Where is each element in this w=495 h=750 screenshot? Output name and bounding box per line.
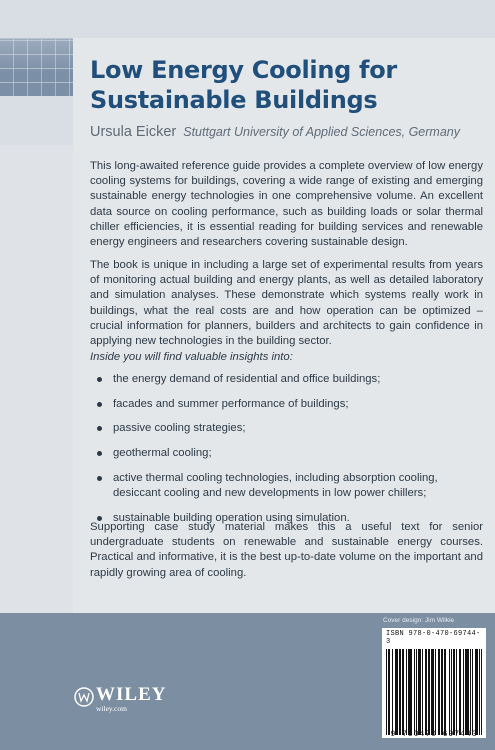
barcode-bar (445, 649, 446, 735)
barcode-bar (442, 649, 443, 735)
description-paragraph-2: The book is unique in including a large set of experimental results from years of monitoring actual building and energy plants, as well as detailed laboratory and simulation analyses. These demonstrate which systems really work in buildings, what the real costs are and how operation can be optimized – crucial information for planners, builders and architects to gain confidence in applying new technologies in the building sector. (90, 259, 483, 348)
insights-list (93, 372, 483, 535)
barcode-bar (389, 649, 390, 735)
description-paragraph-1: This long-awaited reference guide provides a complete overview of low energy cooling systems for buildings, covering a wide range of existing and emerging sustainable energy technologies in one comprehensive volume. An excellent data source on cooling performance, such as building loads or solar thermal chiller efficiencies, it is essential reading for building services and renewable energy engineers and researchers covering sustainable design. (90, 160, 483, 249)
barcode-bar (426, 649, 427, 735)
bullet-icon (97, 402, 102, 407)
barcode-bar (399, 649, 400, 735)
barcode-bar (460, 649, 461, 735)
insights-heading: Inside you will find valuable insights into: (90, 351, 293, 363)
insight-item: passive cooling strategies; (93, 421, 483, 436)
book-title: Low Energy Cooling for Sustainable Buildings (90, 56, 397, 114)
barcode-bar (403, 649, 404, 735)
barcode-bar (435, 649, 436, 735)
barcode-digits: 9 780470 697443 (390, 730, 478, 739)
barcode-bar (449, 649, 450, 735)
isbn-text: ISBN 978-0-470-69744-3 (386, 630, 481, 646)
barcode-bar (467, 649, 468, 735)
barcode-bar (481, 649, 482, 735)
insight-item: the energy demand of residential and office buildings; (93, 372, 483, 387)
insight-item: facades and summer performance of buildings; (93, 397, 483, 412)
author-name: Ursula Eicker (90, 124, 177, 140)
barcode-bar (411, 649, 412, 735)
barcode-bar (472, 649, 473, 735)
barcode-bar (451, 649, 452, 735)
barcode-bar (414, 649, 415, 735)
bullet-icon (97, 451, 102, 456)
author-affiliation: Stuttgart University of Applied Sciences, Germany (183, 125, 460, 139)
barcode-bar (454, 649, 455, 735)
barcode-bar (479, 649, 480, 735)
barcode-bar (386, 649, 387, 735)
barcode-bar (422, 649, 423, 735)
barcode-bar (470, 649, 471, 735)
bullet-icon (97, 476, 102, 481)
insight-item: sustainable building operation using simulation. (93, 511, 483, 526)
barcode-bar (416, 649, 417, 735)
cover-design-credit: Cover design: Jim Wilkie (383, 617, 455, 624)
insight-item: active thermal cooling technologies, including absorption cooling, desiccant cooling and new developments in low power chillers; (93, 471, 483, 501)
barcode-bar (456, 649, 457, 735)
barcode-bars (386, 649, 482, 735)
publisher-name: WILEY (96, 684, 167, 705)
description-paragraph-3: Supporting case study material makes this a useful text for senior undergraduate students on renewable and sustainable energy courses. Practical and informative, it is the best up-to-date volume on the important and rapidly growing area of cooling. (90, 521, 483, 579)
insight-item: geothermal cooling; (93, 446, 483, 461)
barcode-bar (419, 649, 420, 735)
bullet-icon (97, 426, 102, 431)
barcode (382, 628, 486, 738)
publisher-url: wiley.com (96, 704, 127, 713)
barcode-bar (463, 649, 464, 735)
wiley-seal-icon (73, 682, 97, 712)
solar-panel-image (0, 38, 73, 96)
barcode-bar (433, 649, 434, 735)
barcode-bar (392, 649, 393, 735)
bullet-icon (97, 377, 102, 382)
barcode-bar (397, 649, 398, 735)
barcode-bar (406, 649, 407, 735)
barcode-bar (428, 649, 429, 735)
barcode-bar (476, 649, 477, 735)
author-line (90, 124, 490, 140)
barcode-bar (438, 649, 439, 735)
